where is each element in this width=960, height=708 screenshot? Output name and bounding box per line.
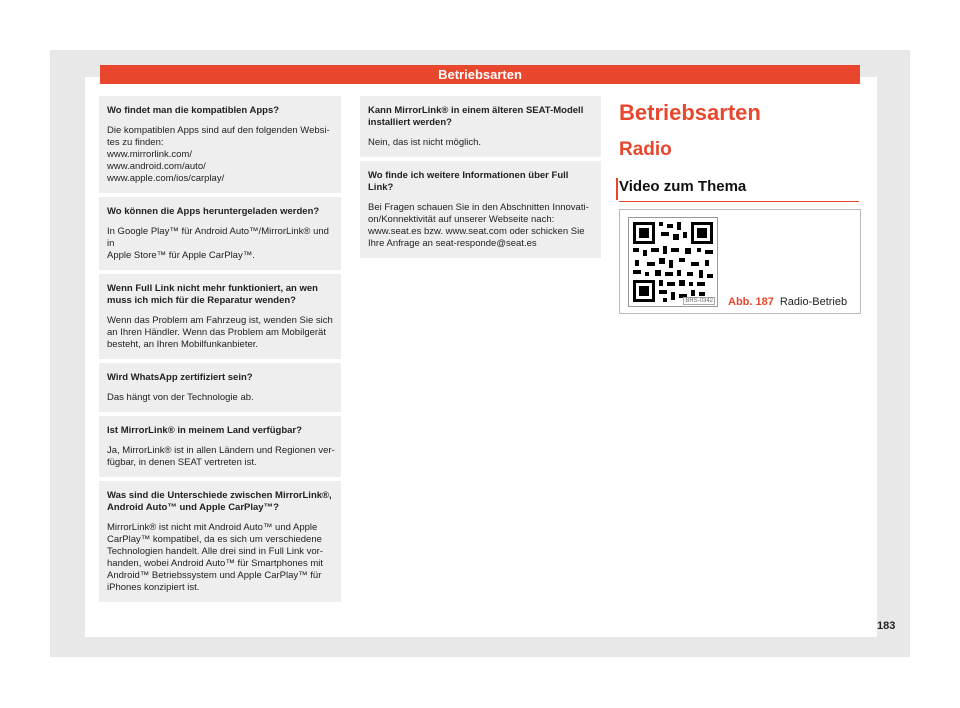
figure-box [619, 209, 861, 314]
faq-answer: MirrorLink® ist nicht mit Android Auto™ und Apple CarPlay™ kompatibel, da es sich um verschiedene Technologien handelt. Alle drei sind in Full Link vor- handen, wobei Android Auto™ für Smartphones mit Android™ Betriebssystem und Apple CarPlay™ für iPhones konzipiert ist. [107, 522, 323, 593]
faq-question: Wo findet man die kompatiblen Apps? [107, 105, 280, 116]
faq-answer: Die kompatiblen Apps sind auf den folgenden Websi- tes zu finden: www.mirrorlink.com/ www.android.com/auto/ www.apple.com/ios/carplay/ [107, 125, 330, 184]
faq-item [360, 96, 601, 157]
faq-question: Ist MirrorLink® in meinem Land verfügbar? [107, 425, 302, 436]
qr-reference-code: BRS-0342 [685, 298, 713, 304]
figure-caption [728, 296, 847, 308]
faq-column-middle [360, 96, 601, 262]
video-heading [619, 178, 859, 202]
figure-caption-text: Radio-Betrieb [779, 296, 848, 308]
faq-question: Kann MirrorLink® in einem älteren SEAT-Modell installiert werden? [368, 105, 584, 128]
faq-question: Wo können die Apps heruntergeladen werden? [107, 206, 320, 217]
faq-item [99, 481, 341, 602]
figure-label: Abb. 187 [728, 296, 774, 308]
faq-question: Wenn Full Link nicht mehr funktioniert, an wen muss ich mich für die Reparatur wenden? [107, 283, 318, 306]
video-heading-text: Video zum Thema [619, 178, 747, 195]
qr-code-icon [629, 218, 717, 306]
faq-item [99, 274, 341, 359]
faq-answer: In Google Play™ für Android Auto™/MirrorLink® und in Apple Store™ für Apple CarPlay™. [107, 226, 329, 261]
section-title: Betriebsarten [619, 100, 761, 125]
section-subtitle: Radio [619, 139, 672, 160]
faq-item [99, 96, 341, 193]
faq-question: Wird WhatsApp zertifiziert sein? [107, 372, 253, 383]
faq-item [99, 363, 341, 412]
faq-item [99, 416, 341, 477]
faq-item [99, 197, 341, 270]
faq-answer: Bei Fragen schauen Sie in den Abschnitten Innovati- on/Konnektivität auf unserer Webseite nach: www.seat.es bzw. www.seat.com oder schicken Sie Ihre Anfrage an seat-responde@seat.es [368, 202, 589, 249]
faq-question: Wo finde ich weitere Informationen über Full Link? [368, 170, 569, 193]
faq-item [360, 161, 601, 258]
faq-question: Was sind die Unterschiede zwischen MirrorLink®, Android Auto™ und Apple CarPlay™? [107, 490, 332, 513]
page-number: 183 [877, 620, 896, 632]
faq-answer: Wenn das Problem am Fahrzeug ist, wenden Sie sich an Ihren Händler. Wenn das Problem am Mobilgerät besteht, an Ihren Mobilfunkanbieter. [107, 315, 333, 350]
faq-answer: Ja, MirrorLink® ist in allen Ländern und Regionen ver- fügbar, in denen SEAT vertreten ist. [107, 445, 335, 468]
qr-code-image[interactable] [628, 217, 718, 307]
header-bar: Betriebsarten [100, 65, 860, 84]
accent-bar [616, 178, 618, 200]
faq-answer: Nein, das ist nicht möglich. [368, 137, 481, 148]
faq-column-left [99, 96, 341, 606]
faq-answer: Das hängt von der Technologie ab. [107, 392, 254, 403]
